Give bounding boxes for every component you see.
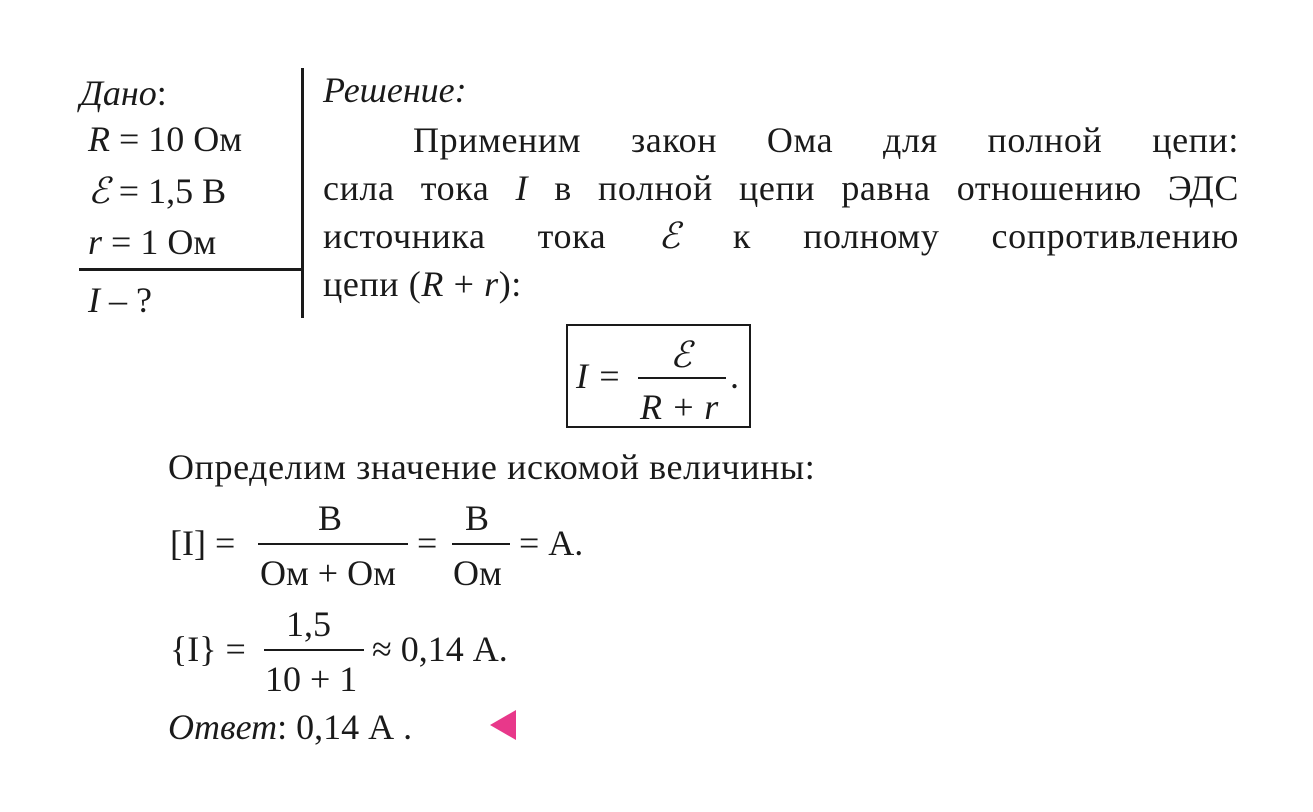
- answer-label: Ответ: [168, 707, 278, 747]
- ohm-law-fraction-bar: [638, 377, 726, 379]
- units-numerator-2: В: [465, 498, 490, 538]
- numeric-fraction-bar: [264, 649, 364, 651]
- solution-line-4: [323, 260, 1239, 308]
- numeric-rhs: ≈ 0,14 А.: [372, 629, 508, 669]
- units-denominator-2: Ом: [453, 553, 502, 593]
- answer-line: [168, 709, 412, 745]
- ohm-law-numerator: ℰ: [670, 335, 692, 376]
- solution-line-4-R: R: [421, 264, 444, 304]
- solution-line-3-emf: ℰ: [658, 216, 681, 257]
- given-find: [88, 282, 152, 318]
- units-rhs: = А.: [519, 523, 584, 563]
- units-fraction-bar-2: [452, 543, 510, 545]
- units-fraction-bar-1: [258, 543, 408, 545]
- given-r-value: = 1 Ом: [111, 222, 217, 262]
- given-resistance: [88, 121, 242, 157]
- solution-title: Решение:: [323, 70, 467, 110]
- units-intro: Определим значение искомой величины:: [168, 447, 816, 487]
- units-lhs: [170, 525, 235, 561]
- solution-line-2: [323, 164, 1239, 212]
- given-divider-vertical: [301, 68, 304, 318]
- solution-line-3: [323, 212, 1239, 260]
- end-of-solution-marker-icon: [490, 710, 516, 740]
- solution-line-4-plus: +: [443, 264, 485, 304]
- answer-value: 0,14 А .: [296, 707, 413, 747]
- given-title: Дано: [80, 73, 157, 113]
- units-equals: =: [417, 523, 438, 563]
- numeric-lhs: {I} =: [170, 629, 246, 669]
- given-emf: [88, 173, 226, 210]
- solution-line-3-a: источника тока: [323, 216, 659, 256]
- given-emf-value: = 1,5 В: [118, 171, 227, 211]
- given-find-value: – ?: [109, 280, 152, 320]
- numeric-numerator: 1,5: [286, 604, 331, 644]
- solution-line-2-I: I: [515, 168, 529, 208]
- solution-paragraph: [323, 116, 1239, 308]
- given-emf-symbol: ℰ: [88, 171, 110, 212]
- given-R-symbol: R: [88, 119, 110, 159]
- units-lhs-text: [I] =: [170, 523, 236, 563]
- units-numerator-1: В: [318, 498, 343, 538]
- given-find-symbol: I: [88, 280, 100, 320]
- given-colon: :: [156, 73, 167, 113]
- solution-line-2-a: сила тока: [323, 168, 516, 208]
- given-R-value: = 10 Ом: [119, 119, 243, 159]
- solution-line-3-b: к полному сопротивлению: [680, 216, 1239, 256]
- ohm-law-dot: .: [730, 356, 739, 396]
- given-divider-horizontal: [79, 268, 303, 271]
- given-header: [80, 75, 167, 111]
- solution-line-4-b: ):: [498, 264, 522, 304]
- solution-line-4-r: r: [484, 264, 499, 304]
- given-r-symbol: r: [88, 222, 103, 262]
- answer-colon: :: [277, 707, 288, 747]
- solution-line-2-b: в полной цепи равна отношению ЭДС: [528, 168, 1239, 208]
- solution-line-4-a: цепи (: [323, 264, 422, 304]
- ohm-law-lhs: I =: [576, 356, 622, 396]
- ohm-law-denominator: R + r: [640, 387, 719, 427]
- solution-line-1: Применим закон Ома для полной цепи:: [413, 120, 1239, 160]
- numeric-denominator: 10 + 1: [265, 659, 358, 699]
- units-denominator-1: Ом + Ом: [260, 553, 396, 593]
- given-internal-resistance: [88, 224, 216, 260]
